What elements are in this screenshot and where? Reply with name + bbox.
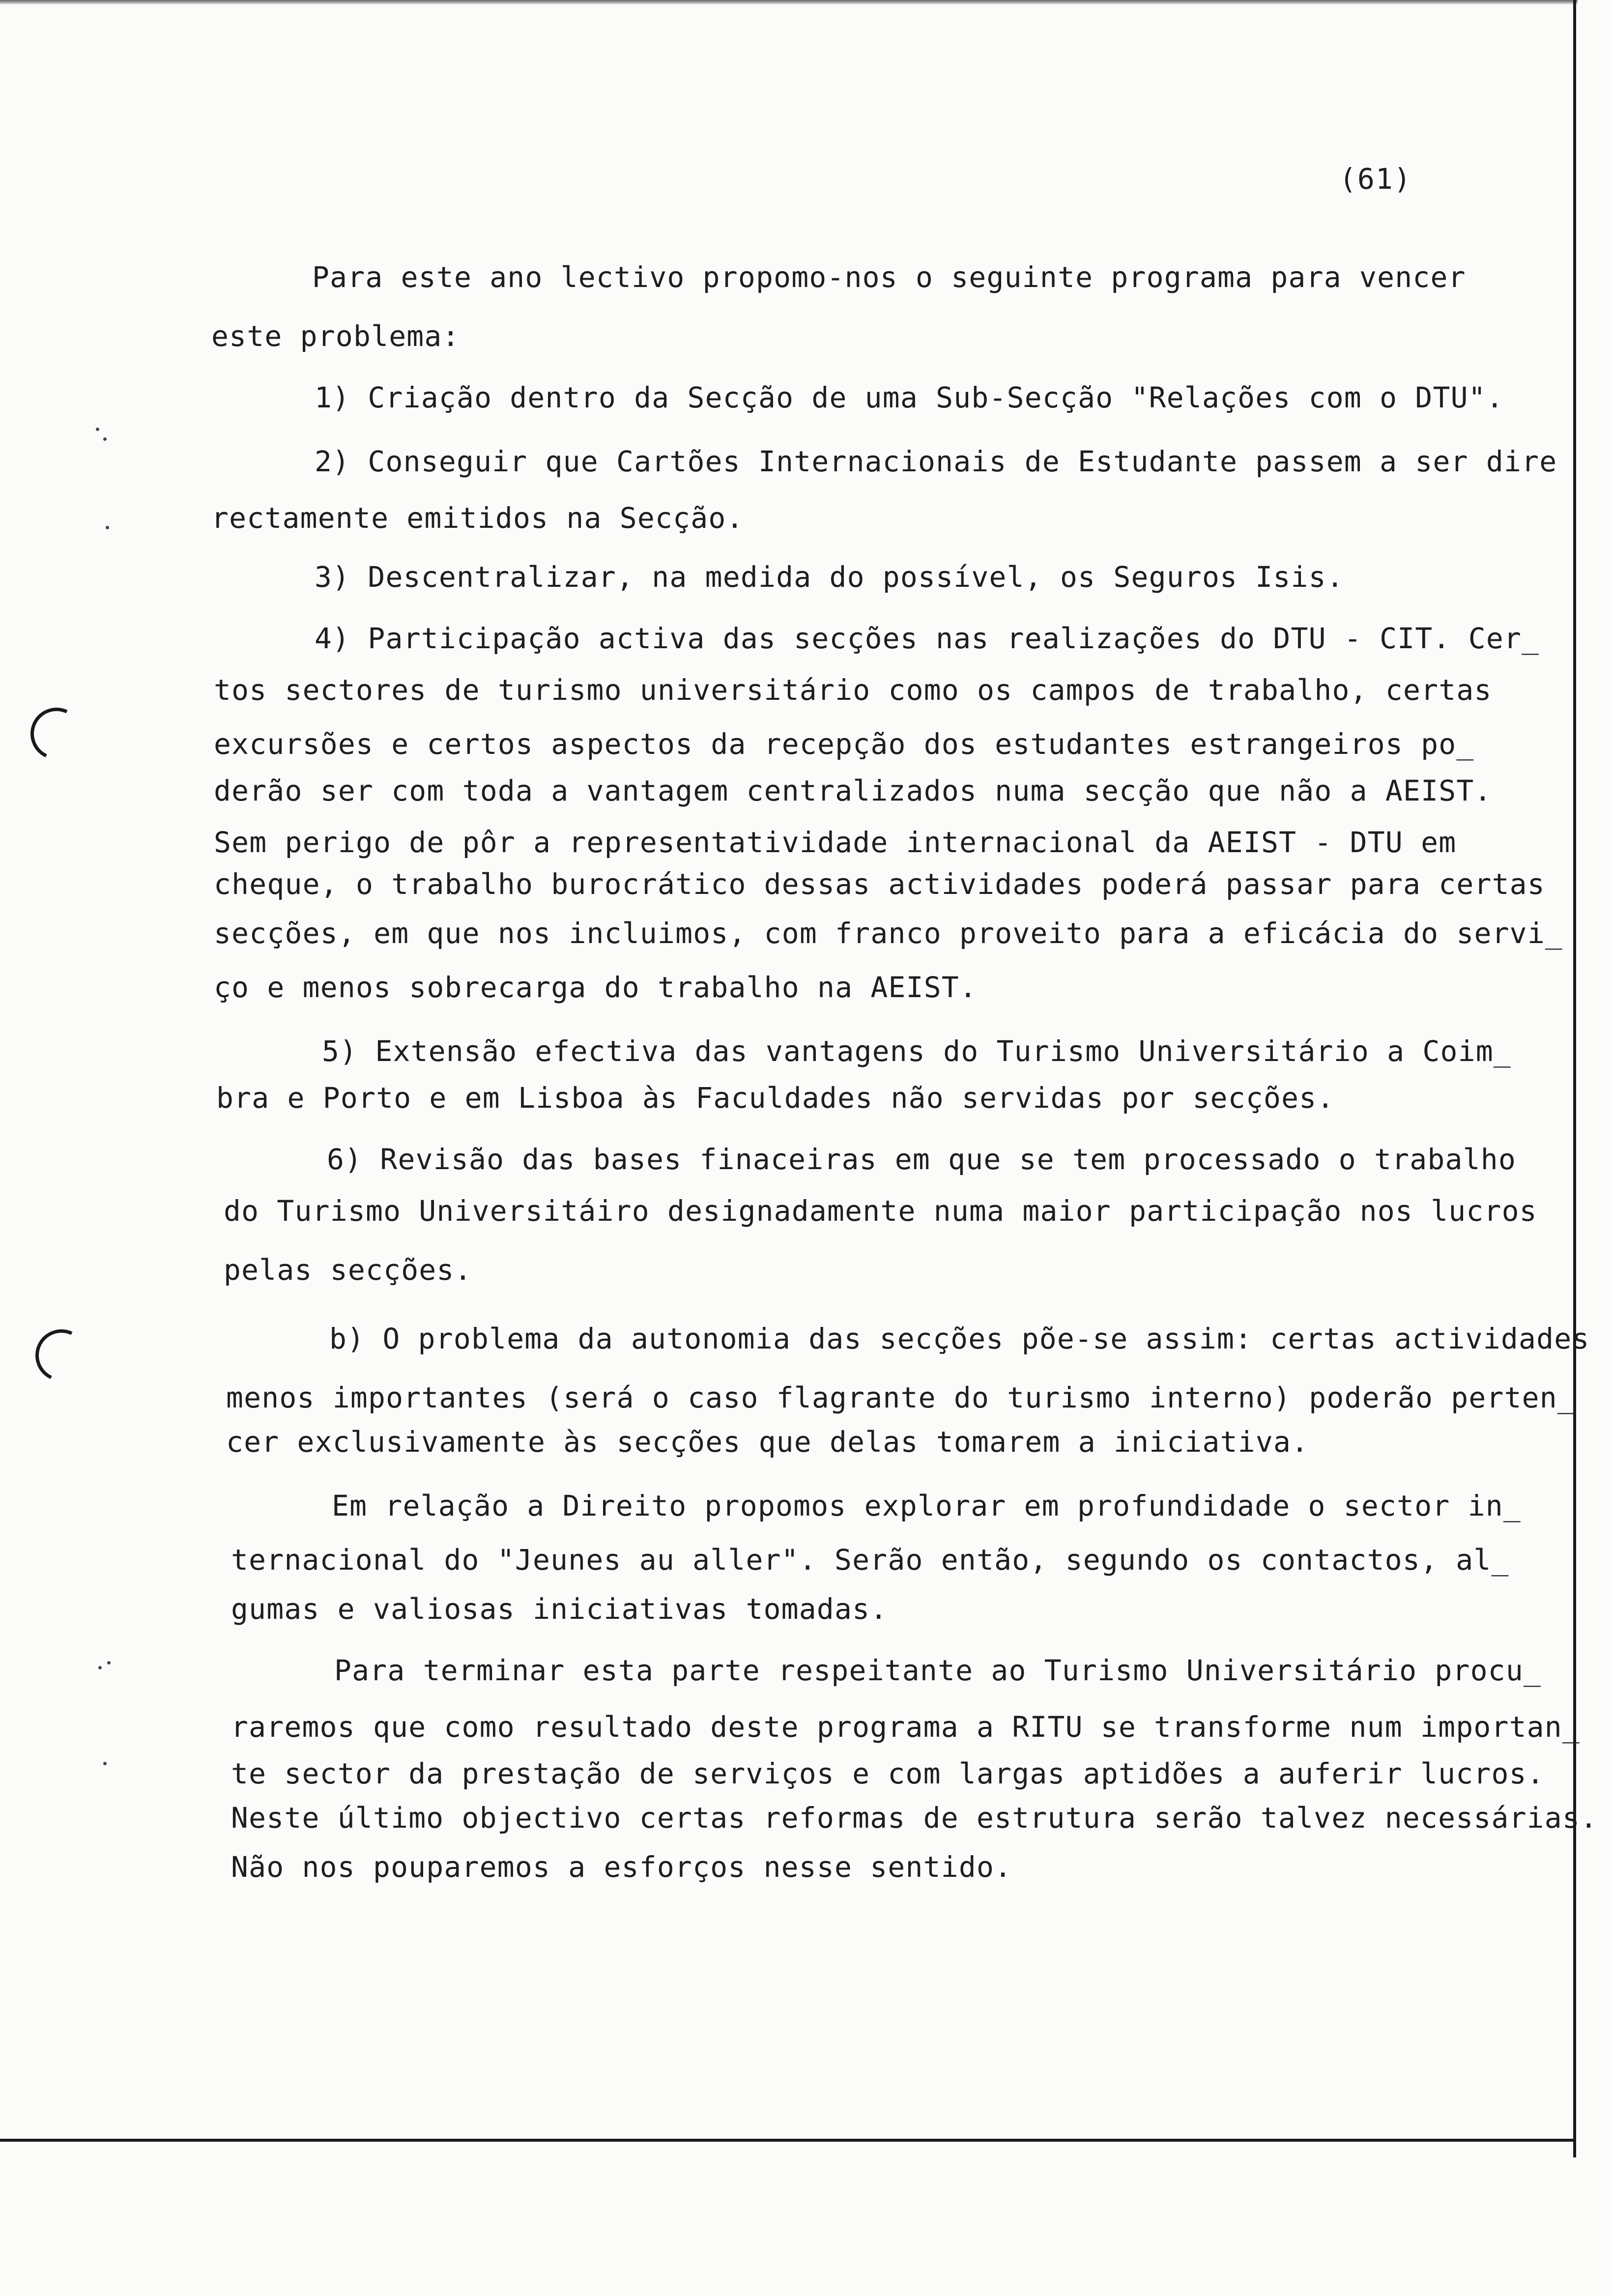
text-line: 5) Extensão efectiva das vantagens do Turismo Universitário a Coim_ bbox=[322, 1034, 1511, 1068]
text-line: pelas secções. bbox=[224, 1253, 472, 1287]
text-line: Em relação a Direito propomos explorar em profundidade o sector in_ bbox=[332, 1489, 1521, 1522]
scan-speck bbox=[107, 1661, 111, 1665]
text-line: derão ser com toda a vantagem centralizados numa secção que não a AEIST. bbox=[214, 774, 1492, 807]
text-line: 3) Descentralizar, na medida do possível, os Seguros Isis. bbox=[315, 560, 1344, 594]
text-line: Sem perigo de pôr a representatividade internacional da AEIST - DTU em bbox=[214, 826, 1457, 859]
text-line: gumas e valiosas iniciativas tomadas. bbox=[231, 1592, 888, 1626]
text-line: Neste último objectivo certas reformas de estrutura serão talvez necessárias. bbox=[231, 1801, 1598, 1835]
text-line: excursões e certos aspectos da recepção dos estudantes estrangeiros po_ bbox=[214, 727, 1474, 761]
punch-hole-upper bbox=[23, 700, 90, 767]
text-line: do Turismo Universitáiro designadamente numa maior participação nos lucros bbox=[224, 1194, 1537, 1228]
text-line: menos importantes (será o caso flagrante do turismo interno) poderão perten_ bbox=[226, 1381, 1576, 1414]
text-line: cheque, o trabalho burocrático dessas actividades poderá passar para certas bbox=[214, 867, 1545, 901]
scan-speck bbox=[96, 428, 99, 431]
scan-top-edge bbox=[0, 0, 1578, 5]
text-line: bra e Porto e em Lisboa às Faculdades não servidas por secções. bbox=[216, 1081, 1335, 1115]
text-line: ço e menos sobrecarga do trabalho na AEIST. bbox=[214, 971, 978, 1004]
punch-hole-lower bbox=[28, 1322, 95, 1389]
text-line: raremos que como resultado deste programa a RITU se transforme num importan_ bbox=[231, 1710, 1581, 1744]
scan-speck bbox=[103, 437, 107, 441]
scan-speck bbox=[98, 1666, 102, 1669]
text-line: Não nos pouparemos a esforços nesse sentido. bbox=[231, 1850, 1012, 1884]
page-bottom-border bbox=[0, 2139, 1576, 2142]
text-line: b) O problema da autonomia das secções põe-se assim: certas actividades bbox=[329, 1322, 1590, 1355]
text-line: 4) Participação activa das secções nas realizações do DTU - CIT. Cer_ bbox=[315, 622, 1540, 655]
text-line: secções, em que nos incluimos, com franco proveito para a eficácia do servi_ bbox=[214, 917, 1563, 950]
text-line: ternacional do "Jeunes au aller". Serão então, segundo os contactos, al_ bbox=[231, 1543, 1509, 1577]
scan-speck bbox=[103, 1762, 107, 1765]
text-line: tos sectores de turismo universitário como os campos de trabalho, certas bbox=[214, 673, 1492, 707]
text-line: Para este ano lectivo propomo-nos o seguinte programa para vencer bbox=[312, 260, 1466, 294]
text-line: este problema: bbox=[211, 319, 460, 353]
text-line: cer exclusivamente às secções que delas tomarem a iniciativa. bbox=[226, 1425, 1309, 1459]
text-line: 2) Conseguir que Cartões Internacionais de Estudante passem a ser dire bbox=[315, 445, 1557, 478]
text-line: 6) Revisão das bases finaceiras em que se tem processado o trabalho bbox=[327, 1143, 1516, 1176]
text-line: rectamente emitidos na Secção. bbox=[211, 501, 744, 535]
text-line: te sector da prestação de serviços e com largas aptidões a auferir lucros. bbox=[231, 1757, 1545, 1790]
page-number: (61) bbox=[1339, 162, 1412, 196]
text-line: Para terminar esta parte respeitante ao Turismo Universitário procu_ bbox=[334, 1654, 1542, 1687]
text-line: 1) Criação dentro da Secção de uma Sub-Secção "Relações com o DTU". bbox=[315, 381, 1504, 414]
scan-speck bbox=[106, 526, 109, 529]
